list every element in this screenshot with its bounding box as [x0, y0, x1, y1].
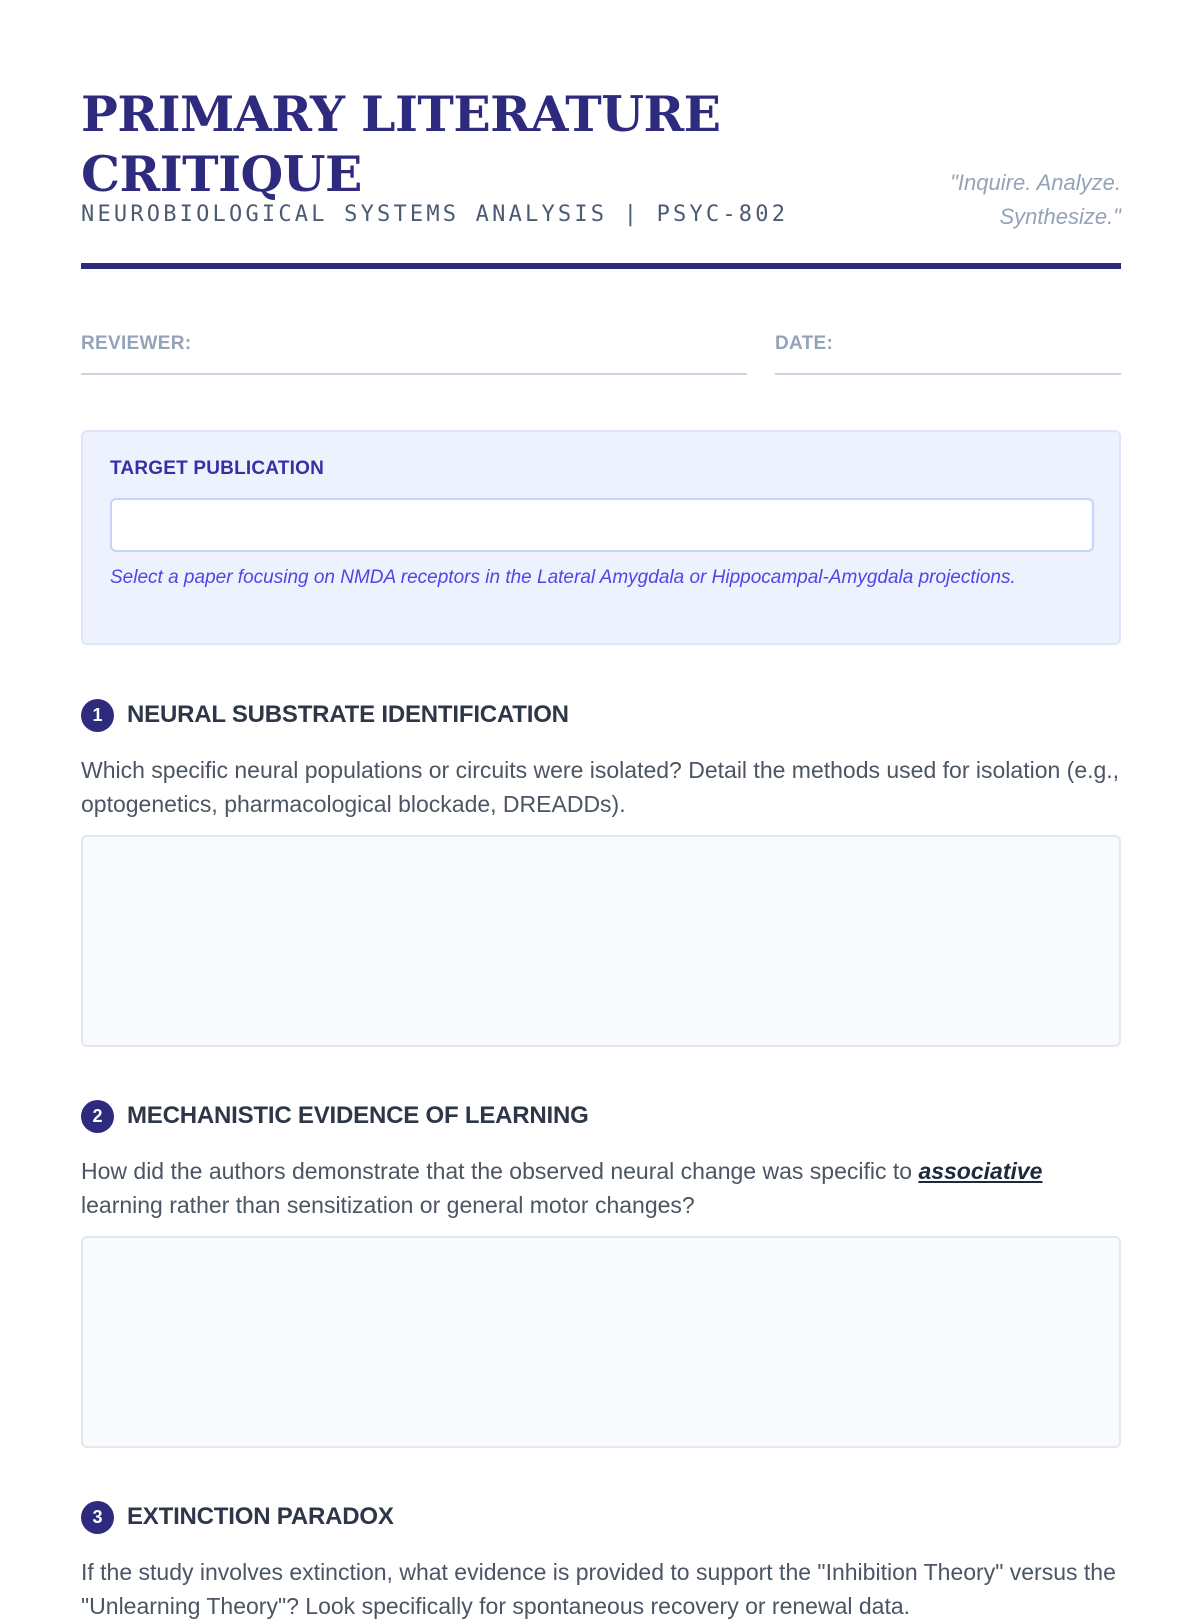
target-publication-label: TARGET PUBLICATION — [110, 458, 324, 479]
section-2-header — [81, 1099, 589, 1133]
section-1-header — [81, 698, 569, 732]
reviewer-label: REVIEWER: — [81, 333, 192, 354]
section-2-number-badge: 2 — [81, 1100, 114, 1133]
section-2-prompt — [81, 1154, 1121, 1222]
section-3-prompt: If the study involves extinction, what evidence is provided to support the "Inhibition Theory" versus the "Unlearning Theory"? Look specifically for spontaneous recovery or renewal data. — [81, 1559, 1116, 1619]
document-header — [81, 84, 1121, 269]
motto-line-1: "Inquire. Analyze. — [950, 170, 1121, 195]
title-line-1: PRIMARY LITERATURE — [81, 85, 721, 143]
reviewer-field[interactable] — [81, 333, 747, 375]
section-1-title: NEURAL SUBSTRATE IDENTIFICATION — [127, 701, 569, 728]
section-3-number-badge: 3 — [81, 1501, 114, 1534]
course-subtitle: NEUROBIOLOGICAL SYSTEMS ANALYSIS | PSYC-802 — [81, 202, 789, 227]
section-2-prompt-start: How did the authors demonstrate that the observed neural change was specific to — [81, 1158, 919, 1184]
motto-line-2: Synthesize." — [999, 204, 1121, 229]
section-2-prompt-end: learning rather than sensitization or general motor changes? — [81, 1192, 695, 1218]
target-publication-hint: Select a paper focusing on NMDA receptors in the Lateral Amygdala or Hippocampal-Amygdala projections. — [110, 567, 1016, 588]
target-publication-input[interactable] — [110, 498, 1094, 552]
section-2-answer-field[interactable] — [81, 1236, 1121, 1448]
section-3-header — [81, 1500, 394, 1534]
target-publication-panel — [81, 430, 1121, 645]
section-2-title: MECHANISTIC EVIDENCE OF LEARNING — [127, 1102, 589, 1129]
date-label: DATE: — [775, 333, 834, 354]
motto-quote — [901, 166, 1121, 234]
section-1-number-badge: 1 — [81, 699, 114, 732]
date-field[interactable] — [775, 333, 1121, 375]
title-line-2: CRITIQUE — [81, 145, 362, 203]
section-2-prompt-emphasis: associative — [918, 1158, 1043, 1184]
section-1-answer-field[interactable] — [81, 835, 1121, 1047]
section-3-title: EXTINCTION PARADOX — [127, 1503, 394, 1530]
section-1-prompt: Which specific neural populations or circuits were isolated? Detail the methods used for isolation (e.g., optogenetics, pharmacological blockade, DREADDs). — [81, 757, 1120, 817]
